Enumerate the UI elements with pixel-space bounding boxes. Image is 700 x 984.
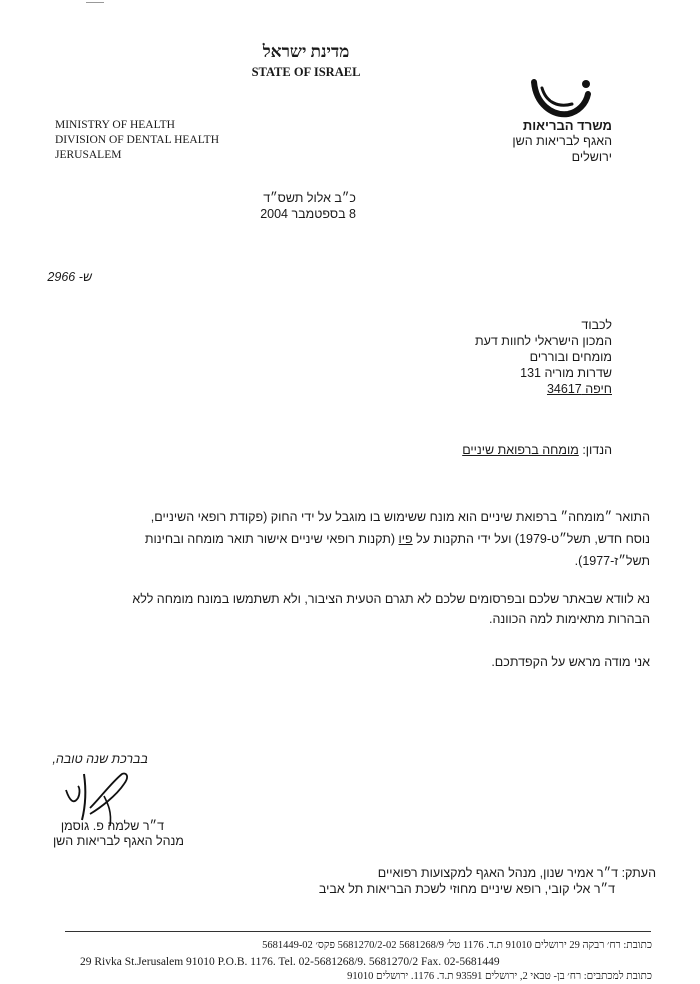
footer-mailing-address: כתובת למכתבים: רח׳ בן- טבאי 2, ירושלים 93591 ת.ד. 1176. ירושלים 91010 (347, 971, 652, 982)
recipient-line-3: שדרות מוריה 131 (520, 366, 612, 380)
date-gregorian: 8 בספטמבר 2004 (260, 207, 356, 221)
footer-address-hebrew: כתובת: רח׳ רבקה 29 ירושלים 91010 ת.ד. 1176 טל׳ 5681268/9 5681270/2-02 פקס׳ 5681449-02 (262, 940, 652, 951)
copies-recipient-1: ד״ר אמיר שנון, מנהל האגף למקצועות רפואיים (377, 866, 619, 880)
state-title-english: STATE OF ISRAEL (251, 65, 361, 79)
signatory-title: מנהל האגף לבריאות השן (52, 834, 184, 848)
copies-label: העתק: (621, 866, 656, 880)
copies-line-1 (378, 866, 656, 880)
scan-mark (86, 2, 104, 3)
body-paragraph-1-line-3: תשל״ז-1977). (574, 554, 650, 568)
state-title-hebrew: מדינת ישראל (262, 42, 350, 61)
body-paragraph-2-line-2: הבהרות מתאימות למה הכוונה. (489, 612, 650, 626)
recipient-line-2: מומחים ובוררים (529, 350, 612, 364)
recipient-salutation: לכבוד (581, 318, 612, 332)
city-name-english: JERUSALEM (55, 149, 122, 161)
subject-line (462, 443, 612, 457)
body-paragraph-3: אני מודה מראש על הקפדתכם. (491, 655, 650, 669)
body-text-segment: נוסח חדש, תשל״ט-1979) ועל ידי התקנות על (412, 532, 650, 546)
copies-line-2: ד״ר אלי קובי, רופא שיניים מחוזי לשכת הבריאות תל אביב (318, 882, 615, 896)
body-underlined-word: פיו (398, 532, 413, 546)
body-paragraph-2-line-1: נא לוודא שבאתר שלכם ובפרסומים שלכם לא תגרם הטעית הציבור, ולא תשתמשו במונח מומחה ללא (132, 592, 650, 606)
body-paragraph-1-line-2 (145, 532, 650, 546)
subject-label: הנדון: (582, 443, 612, 457)
signatory-name: ד״ר שלמה פ. גוסמן (60, 819, 164, 833)
ministry-name-english: MINISTRY OF HEALTH (55, 119, 175, 131)
division-name-english: DIVISION OF DENTAL HEALTH (55, 134, 220, 146)
ministry-logo-icon (528, 74, 592, 120)
footer-address-english: 29 Rivka St.Jerusalem 91010 P.O.B. 1176. Tel. 02-5681268/9. 5681270/2 Fax. 02-5681449 (80, 956, 500, 968)
recipient-line-1: המכון הישראלי לחוות דעת (475, 334, 612, 348)
body-text-segment: (תקנות רופאי שיניים אישור תואר מומחה ובחינות (144, 532, 399, 546)
date-hebrew: כ״ב אלול תשס״ד (263, 191, 356, 205)
reference-number: ש- 2966 (47, 270, 92, 284)
closing-greeting: בברכת שנה טובה, (52, 752, 148, 766)
recipient-line-4: חיפה 34617 (546, 382, 612, 396)
division-name-hebrew: האגף לבריאות השן (512, 134, 612, 148)
body-paragraph-1-line-1: התואר ״מומחה״ ברפואת שיניים הוא מונח ששימוש בו מוגבל על ידי החוק (פקודת רופאי השיניים, (150, 510, 650, 524)
footer-divider (65, 931, 651, 932)
city-name-hebrew: ירושלים (571, 150, 612, 164)
subject-text: מומחה ברפואת שיניים (462, 443, 579, 457)
ministry-name-hebrew: משרד הבריאות (522, 118, 612, 133)
